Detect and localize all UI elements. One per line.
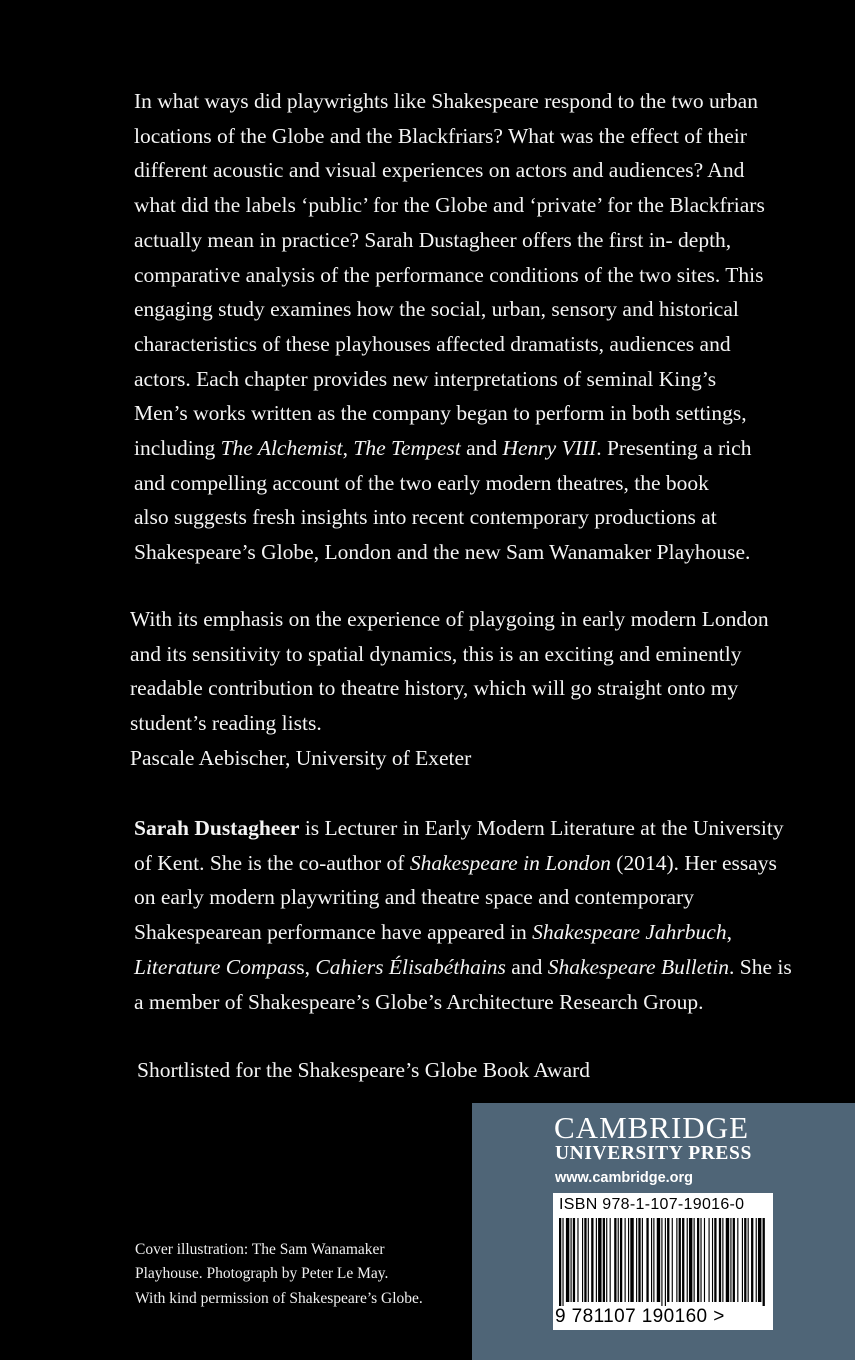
quote-line: With its emphasis on the experience of playgoing in early modern London bbox=[130, 607, 769, 631]
description-line: actually mean in practice? Sarah Dustagheer offers the first in- depth, bbox=[134, 227, 732, 252]
cover-credit bbox=[135, 1238, 423, 1311]
barcode-bar bbox=[598, 1218, 601, 1302]
barcode-bar bbox=[588, 1218, 589, 1302]
publisher-press: UNIVERSITY PRESS bbox=[555, 1143, 752, 1164]
isbn-label: ISBN 978-1-107-19016-0 bbox=[559, 1196, 745, 1213]
barcode bbox=[553, 1193, 773, 1330]
barcode-bar bbox=[748, 1218, 749, 1302]
barcode-bar bbox=[620, 1218, 622, 1302]
barcode-bar bbox=[630, 1218, 633, 1302]
endorsement-quote bbox=[130, 602, 830, 776]
credit-line: Cover illustration: The Sam Wanamaker bbox=[135, 1241, 385, 1258]
barcode-bar bbox=[571, 1218, 572, 1302]
description-line: locations of the Globe and the Blackfriars? What was the effect of their bbox=[134, 123, 747, 148]
barcode-bar bbox=[704, 1218, 705, 1302]
publisher-panel bbox=[472, 1103, 855, 1360]
barcode-bar bbox=[700, 1218, 701, 1302]
description-line: different acoustic and visual experiences on actors and audiences? And bbox=[134, 158, 745, 183]
barcode-bar bbox=[584, 1218, 586, 1302]
text: . She is bbox=[729, 954, 792, 979]
description-line: characteristics of these playhouses affected dramatists, audiences and bbox=[134, 331, 731, 356]
barcode-bar bbox=[577, 1218, 578, 1302]
barcode-bar bbox=[559, 1218, 561, 1306]
book-title: Shakespeare in London bbox=[409, 850, 611, 875]
text: , bbox=[726, 920, 732, 945]
description-line: what did the labels ‘public’ for the Globe and ‘private’ for the Blackfriars bbox=[134, 193, 765, 218]
barcode-bar bbox=[591, 1218, 593, 1302]
quote-line: readable contribution to theatre history, which will go straight onto my bbox=[130, 676, 739, 701]
bio-line bbox=[134, 915, 834, 950]
description-line: Men’s works written as the company began to perform in both settings, bbox=[134, 401, 747, 426]
play-title: The Alchemist bbox=[220, 436, 343, 461]
journal-title: Literature Compas bbox=[134, 954, 297, 979]
credit-line: With kind permission of Shakespeare’s Globe. bbox=[135, 1289, 423, 1307]
book-description bbox=[134, 84, 834, 570]
barcode-bar bbox=[614, 1218, 616, 1302]
journal-title: Shakespeare Jahrbuch bbox=[532, 920, 727, 945]
text: including bbox=[134, 436, 221, 461]
description-line: comparative analysis of the performance conditions of the two sites. This bbox=[134, 262, 764, 287]
barcode-bar bbox=[661, 1218, 662, 1306]
barcode-bar bbox=[653, 1218, 654, 1302]
bio-line bbox=[134, 846, 834, 881]
barcode-bar bbox=[679, 1218, 681, 1302]
text: (2014). Her essays bbox=[610, 850, 777, 875]
barcode-bar bbox=[737, 1218, 738, 1302]
barcode-bar bbox=[742, 1218, 743, 1302]
description-line: In what ways did playwrights like Shakespeare respond to the two urban bbox=[134, 89, 758, 113]
barcode-bar bbox=[642, 1218, 643, 1302]
barcode-bar bbox=[596, 1218, 597, 1302]
barcode-bar bbox=[636, 1218, 637, 1302]
journal-title: Cahiers Élisabéthains bbox=[315, 954, 506, 979]
barcode-bar bbox=[606, 1218, 607, 1302]
barcode-bar bbox=[625, 1218, 626, 1302]
journal-title: Shakespeare Bulletin bbox=[547, 954, 730, 979]
barcode-bar bbox=[682, 1218, 684, 1302]
description-line-titles bbox=[134, 431, 834, 466]
description-line: Shakespeare’s Globe, London and the new Sam Wanamaker Playhouse. bbox=[134, 540, 751, 565]
text: and bbox=[505, 954, 548, 979]
barcode-bar bbox=[694, 1218, 695, 1302]
barcode-bar bbox=[603, 1218, 605, 1302]
barcode-bar bbox=[744, 1218, 746, 1302]
barcode-bar bbox=[676, 1218, 677, 1302]
text: Shakespearean performance have appeared in bbox=[134, 920, 533, 945]
credit-line: Playhouse. Photograph by Peter Le May. bbox=[135, 1265, 389, 1283]
barcode-bar bbox=[651, 1218, 652, 1302]
award-note: Shortlisted for the Shakespeare’s Globe Book Award bbox=[137, 1058, 591, 1082]
barcode-bar bbox=[582, 1218, 583, 1302]
play-title: Henry VIII bbox=[502, 436, 597, 461]
text: s, bbox=[296, 954, 316, 979]
barcode-bar bbox=[709, 1218, 710, 1302]
barcode-bar bbox=[712, 1218, 713, 1302]
text: . Presenting a rich bbox=[596, 436, 752, 461]
quote-attribution: Pascale Aebischer, University of Exeter bbox=[130, 745, 472, 770]
author-bio bbox=[134, 811, 834, 1019]
publisher-name: CAMBRIDGE bbox=[554, 1110, 750, 1145]
barcode-bar bbox=[667, 1218, 669, 1302]
barcode-bars-icon bbox=[559, 1218, 767, 1306]
barcode-bar bbox=[722, 1218, 723, 1302]
description-line: actors. Each chapter provides new interpretations of seminal King’s bbox=[134, 366, 717, 391]
barcode-bar bbox=[672, 1218, 673, 1302]
barcode-bar bbox=[646, 1218, 648, 1302]
text: and bbox=[460, 436, 503, 461]
description-line: also suggests fresh insights into recent contemporary productions at bbox=[134, 505, 717, 530]
text: of Kent. She is the co-author of bbox=[134, 850, 410, 875]
barcode-bar bbox=[566, 1218, 569, 1302]
description-line: engaging study examines how the social, urban, sensory and historical bbox=[134, 297, 739, 322]
quote-line: student’s reading lists. bbox=[130, 711, 322, 736]
barcode-bar bbox=[638, 1218, 640, 1302]
barcode-bar bbox=[756, 1218, 757, 1302]
bio-line: a member of Shakespeare’s Globe’s Architecture Research Group. bbox=[134, 989, 704, 1014]
bio-line: on early modern playwriting and theatre space and contemporary bbox=[134, 885, 694, 910]
barcode-bar bbox=[628, 1218, 629, 1302]
barcode-bar bbox=[665, 1218, 666, 1306]
barcode-bar bbox=[751, 1218, 753, 1302]
description-line: and compelling account of the two early modern theatres, the book bbox=[134, 470, 709, 495]
barcode-bar bbox=[689, 1218, 692, 1302]
barcode-bar bbox=[697, 1218, 699, 1302]
barcode-bar bbox=[573, 1218, 575, 1302]
barcode-digits: 9 781107 190160 > bbox=[555, 1306, 725, 1327]
bio-line bbox=[134, 811, 834, 846]
bio-line bbox=[134, 950, 834, 985]
barcode-bar bbox=[610, 1218, 611, 1302]
author-name: Sarah Dustagheer bbox=[134, 816, 300, 840]
text: , bbox=[342, 436, 354, 461]
publisher-url: www.cambridge.org bbox=[555, 1170, 694, 1186]
barcode-bar bbox=[733, 1218, 735, 1302]
barcode-bar bbox=[657, 1218, 660, 1302]
barcode-bar bbox=[714, 1218, 716, 1302]
barcode-bar bbox=[618, 1218, 619, 1302]
barcode-bar bbox=[758, 1218, 761, 1302]
barcode-bar bbox=[562, 1218, 563, 1306]
barcode-bar bbox=[719, 1218, 721, 1302]
quote-line: and its sensitivity to spatial dynamics, this is an exciting and eminently bbox=[130, 641, 742, 666]
barcode-bar bbox=[763, 1218, 765, 1306]
barcode-bar bbox=[726, 1218, 729, 1302]
play-title: The Tempest bbox=[353, 436, 461, 461]
barcode-bar bbox=[687, 1218, 688, 1302]
barcode-bar bbox=[730, 1218, 731, 1302]
text: is Lecturer in Early Modern Literature at the University bbox=[299, 816, 784, 840]
